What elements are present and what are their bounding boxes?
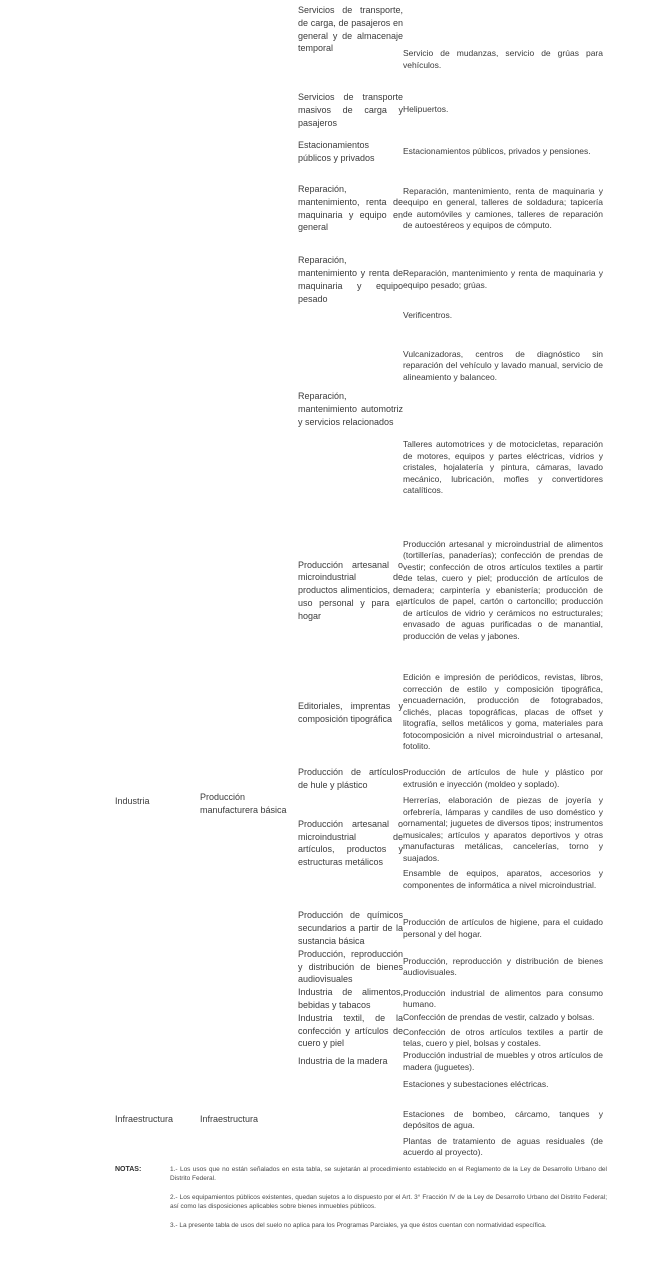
use-name-cell: Industria de alimentos, bebidas y tabacos [298,987,403,1011]
use-detail-cell [403,539,603,643]
notes-section [115,1165,667,1240]
use-detail-text: Herrerías, elaboración de piezas de joyería y orfebrería, lámparas y candiles de uso doméstico y ornamental; juguetes de diversos tipos; instrumentos musicales; artículos y aparatos deportivos y otras manufacturas metálicas, cancelerías, torno y suajados. [403,795,603,863]
use-name-cell: Reparación, mantenimiento, renta de maquinaria y equipo en general [298,183,403,233]
use-detail-cell [403,988,603,1011]
use-detail-text: Producción industrial de alimentos para consumo humano. [403,987,603,1010]
use-name-cell: Industria textil, de la confección y artículos de cuero y piel [298,1012,403,1049]
use-name-cell: Servicios de transporte masivos de carga y pasajeros [298,92,403,128]
use-name-cell: Producción artesanal o microindustrial de productos alimenticios, de uso personal y para el hogar [298,559,403,621]
table-row [115,183,667,234]
use-name-cell: Producción artesanal o microindustrial de artículos, productos y estructuras metálicos [298,818,403,868]
note-item: 1.- Los usos que no están señalados en esta tabla, se sujetarán al procedimiento establecido en el Reglamento de la Ley de Desarrollo Urbano del Distrito Federal. [170,1165,607,1182]
use-name-cell: Producción de químicos secundarios a partir de la sustancia básica [298,910,403,947]
use-detail-text: Ensamble de equipos, aparatos, accesorios y componentes de informática a nivel microindustrial. [403,868,603,890]
use-detail-text: Producción de artículos de higiene, para el cuidado personal y del hogar. [403,917,603,939]
table-row [115,139,667,165]
use-name-cell: Producción, reproducción y distribución de bienes audiovisuales [298,948,403,985]
use-detail-cell [403,956,603,979]
table-row [115,1012,667,1050]
use-name-cell: Reparación, mantenimiento y renta de maquinaria y equipo pesado [298,255,403,304]
use-detail-text: Plantas de tratamiento de aguas residuales (de acuerdo al proyecto). [403,1135,603,1158]
table-row [115,1079,667,1159]
table-row [115,792,667,891]
use-detail-text: Producción artesanal y microindustrial de alimentos (tortillerías, panaderías); confección de prendas de vestir; confección de otros artículos textiles a partir de telas, cuero y piel; producción de artículos de madera; carpintería y ebanistería; producción de artículos de papel, cartón o cartoncillo; producción de artículos de vidrio y cerámicos no estructurales; envasado de aguas purificadas o de manantial, producción de velas y jabones. [403,538,603,641]
use-detail-text: Producción, reproducción y distribución de bienes audiovisuales. [403,955,603,978]
use-detail-text: Estacionamientos públicos, privados y pensiones. [403,146,591,157]
subcategory-cell: Producción manufacturera básica [200,792,287,815]
use-detail-text: Producción de artículos de hule y plástico por extrusión e inyección (moldeo y soplado). [403,767,603,789]
use-detail-text: Servicio de mudanzas, servicio de grúas para vehículos. [403,48,603,70]
use-detail-text: Estaciones de bombeo, cárcamo, tanques y depósitos de agua. [403,1108,603,1131]
use-detail-cell [403,795,603,891]
note-item: 2.- Los equipamientos públicos existentes, quedan sujetos a lo dispuesto por el Art. 3° Fracción IV de la Ley de Desarrollo Urbano del Distrito Federal; así como las disposiciones aplicables sobre bienes inmuebles públicos. [170,1193,607,1210]
use-detail-text: Estaciones y subestaciones eléctricas. [403,1079,549,1090]
use-detail-cell [403,310,603,497]
table-row [115,948,667,986]
use-detail-cell [403,767,603,790]
notes-heading: NOTAS: [115,1165,142,1173]
use-name-cell: Producción de artículos de hule y plástico [298,766,403,790]
use-name-cell: Industria de la madera [298,1056,388,1067]
use-detail-cell [403,268,603,291]
table-row [115,1050,667,1073]
use-detail-text: Confección de otros artículos textiles a partir de telas, cuero y piel, bolsas y costales. [403,1026,603,1049]
use-detail-cell [403,672,603,753]
use-detail-cell [403,1050,603,1073]
use-name-cell: Reparación, mantenimiento automotriz y servicios relacionados [298,391,403,427]
subcategory-cell: Infraestructura [200,1113,259,1124]
use-detail-text: Helipuertos. [403,104,449,115]
table-row [115,254,667,305]
use-detail-text: Talleres automotrices y de motocicletas, reparación de motores, equipos y partes eléctricas, vidrios y cristales, hojalatería y pintura, cámaras, lavado mecánico, lubricación, mofles y convertidores catalíticos. [403,439,603,496]
note-item: 3.- La presente tabla de usos del suelo no aplica para los Programas Parciales, ya que éstos cuentan con normatividad específica. [170,1221,547,1229]
use-name-cell: Estacionamientos públicos y privados [298,140,375,164]
use-detail-text: Producción industrial de muebles y otros artículos de madera (juguetes). [403,1050,603,1072]
table-row [115,672,667,753]
table-row [115,310,667,497]
use-detail-text: Edición e impresión de periódicos, revistas, libros, corrección de estilo y composición tipográfica, encuadernación, producción de fotograbados, clichés, placas topográficas, placas de offset y litografía, sellos metálicos y goma, materiales para fotocomposición a nivel microindustrial o artesanal, fotolito. [403,672,603,752]
use-detail-cell [403,146,603,158]
table-row [115,91,667,129]
table-row [115,766,667,792]
table-row [115,0,667,71]
use-name-cell: Editoriales, imprentas y composición tipográfica [298,700,403,724]
use-name-cell: Servicios de transporte, de carga, de pasajeros en general y de almacenaje temporal [298,4,403,54]
use-detail-cell [403,104,603,116]
use-detail-cell [403,186,603,232]
table-row [115,986,667,1012]
use-detail-cell [403,917,603,940]
table-row [115,909,667,947]
use-detail-text: Reparación, mantenimiento, renta de maquinaria y equipo en general, talleres de soldadura; tapicería de automóviles y camiones, talleres de reparación de autoestéreos y equipos de cómputo. [403,185,603,231]
table-row [115,539,667,643]
use-detail-cell [403,1079,603,1159]
use-detail-text: Vulcanizadoras, centros de diagnóstico sin reparación del vehículo y lavado manual, servicio de alineamiento y balanceo. [403,348,603,382]
use-detail-cell [403,0,603,71]
use-detail-text: Verificentros. [403,310,453,321]
category-cell: Infraestructura [115,1113,174,1124]
category-cell: Industria [115,796,150,807]
use-detail-text: Reparación, mantenimiento y renta de maquinaria y equipo pesado; grúas. [403,268,603,290]
use-detail-text: Confección de prendas de vestir, calzado y bolsas. [403,1012,595,1023]
notes-list [170,1165,607,1240]
use-detail-cell [403,1012,603,1050]
